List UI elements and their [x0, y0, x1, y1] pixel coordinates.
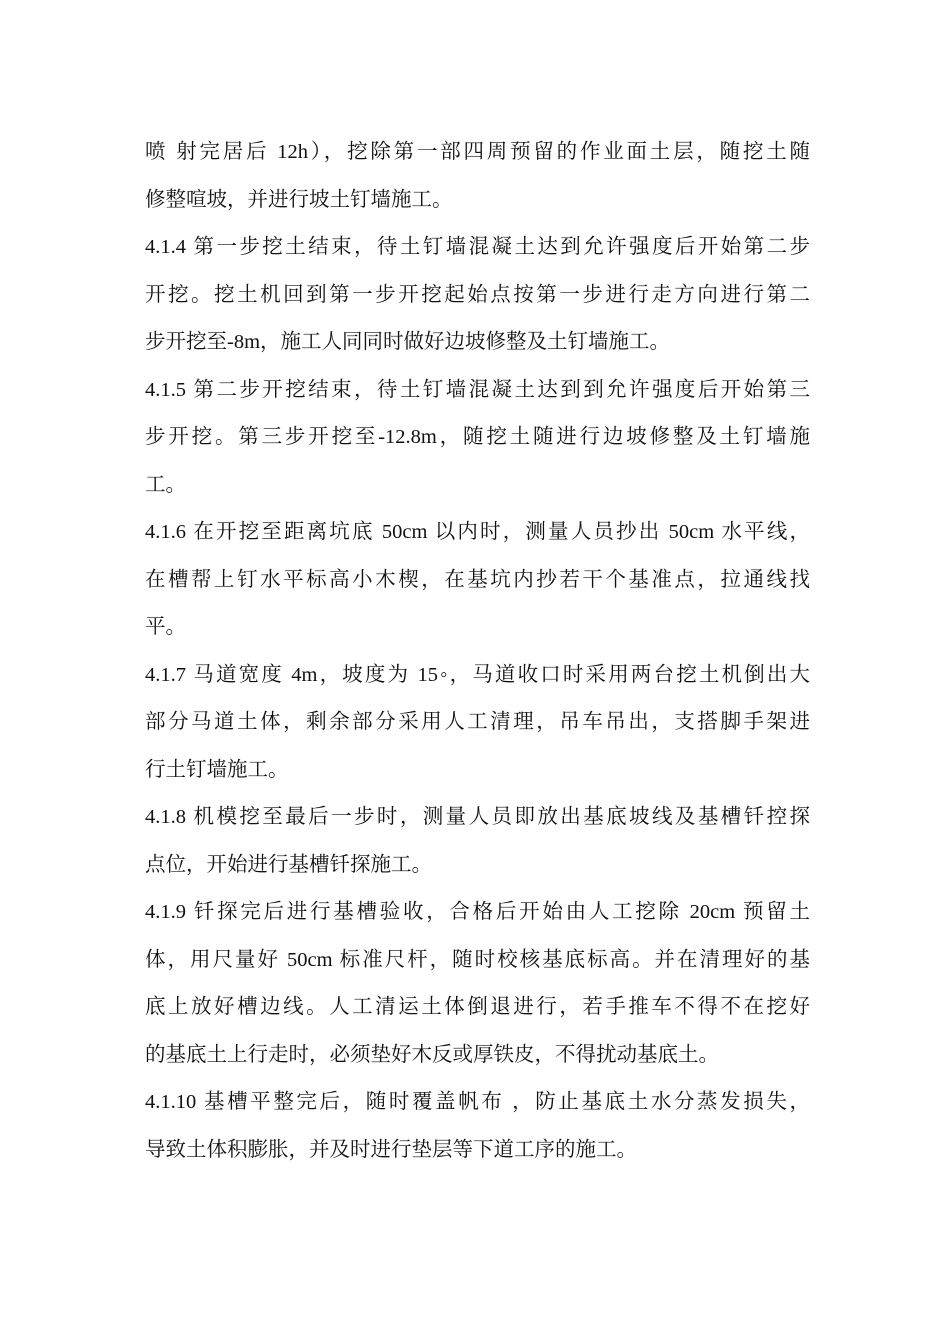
text-line: 开挖。挖土机回到第一步开挖起始点按第一步进行走方向进行第二	[145, 283, 810, 306]
text-line: 4.1.6 在开挖至距离坑底 50cm 以内时，测量人员抄出 50cm 水平线，	[145, 521, 810, 543]
text-line: 行土钉墙施工。	[145, 758, 289, 781]
text-line: 步开挖。第三步开挖至-12.8m，随挖土随进行边坡修整及土钉墙施	[145, 426, 810, 448]
text-line: 导致土体积膨胀，并及时进行垫层等下道工序的施工。	[145, 1138, 637, 1161]
text-line: 平。	[145, 616, 186, 638]
text-line: 喷 射完居后 12h），挖除第一部四周预留的作业面土层，随挖土随	[145, 141, 810, 163]
text-line: 点位，开始进行基槽钎探施工。	[145, 853, 432, 876]
text-line: 4.1.10 基槽平整完后，随时覆盖帆布 ，防止基底土水分蒸发损失，	[145, 1091, 810, 1113]
text-line: 体，用尺量好 50cm 标准尺杆，随时校核基底标高。并在清理好的基	[145, 948, 810, 971]
document-body	[145, 129, 810, 1174]
text-line: 4.1.7 马道宽度 4m，坡度为 15◦，马道收口时采用两台挖土机倒出大	[145, 663, 810, 686]
text-line: 步开挖至-8m，施工人同同时做好边坡修整及土钉墙施工。	[145, 331, 671, 353]
text-line: 4.1.4 第一步挖土结束，待土钉墙混凝土达到允许强度后开始第二步	[145, 236, 810, 258]
text-line: 4.1.8 机模挖至最后一步时，测量人员即放出基底坡线及基槽钎控探	[145, 806, 810, 828]
text-line: 在槽帮上钉水平标高小木楔，在基坑内抄若干个基准点，拉通线找	[145, 568, 810, 591]
text-line: 的基底土上行走时，必须垫好木反或厚铁皮，不得扰动基底土。	[145, 1043, 719, 1066]
text-line: 部分马道土体，剩余部分采用人工清理，吊车吊出，支搭脚手架进	[145, 711, 810, 733]
text-line: 4.1.5 第二步开挖结束，待土钉墙混凝土达到到允许强度后开始第三	[145, 378, 810, 401]
text-line: 工。	[145, 473, 186, 496]
text-line: 底上放好槽边线。人工清运土体倒退进行，若手推车不得不在挖好	[145, 996, 810, 1018]
text-line: 4.1.9 钎探完后进行基槽验收，合格后开始由人工挖除 20cm 预留土	[145, 901, 810, 923]
text-line: 修整喧坡，并进行坡土钉墙施工。	[145, 188, 453, 211]
